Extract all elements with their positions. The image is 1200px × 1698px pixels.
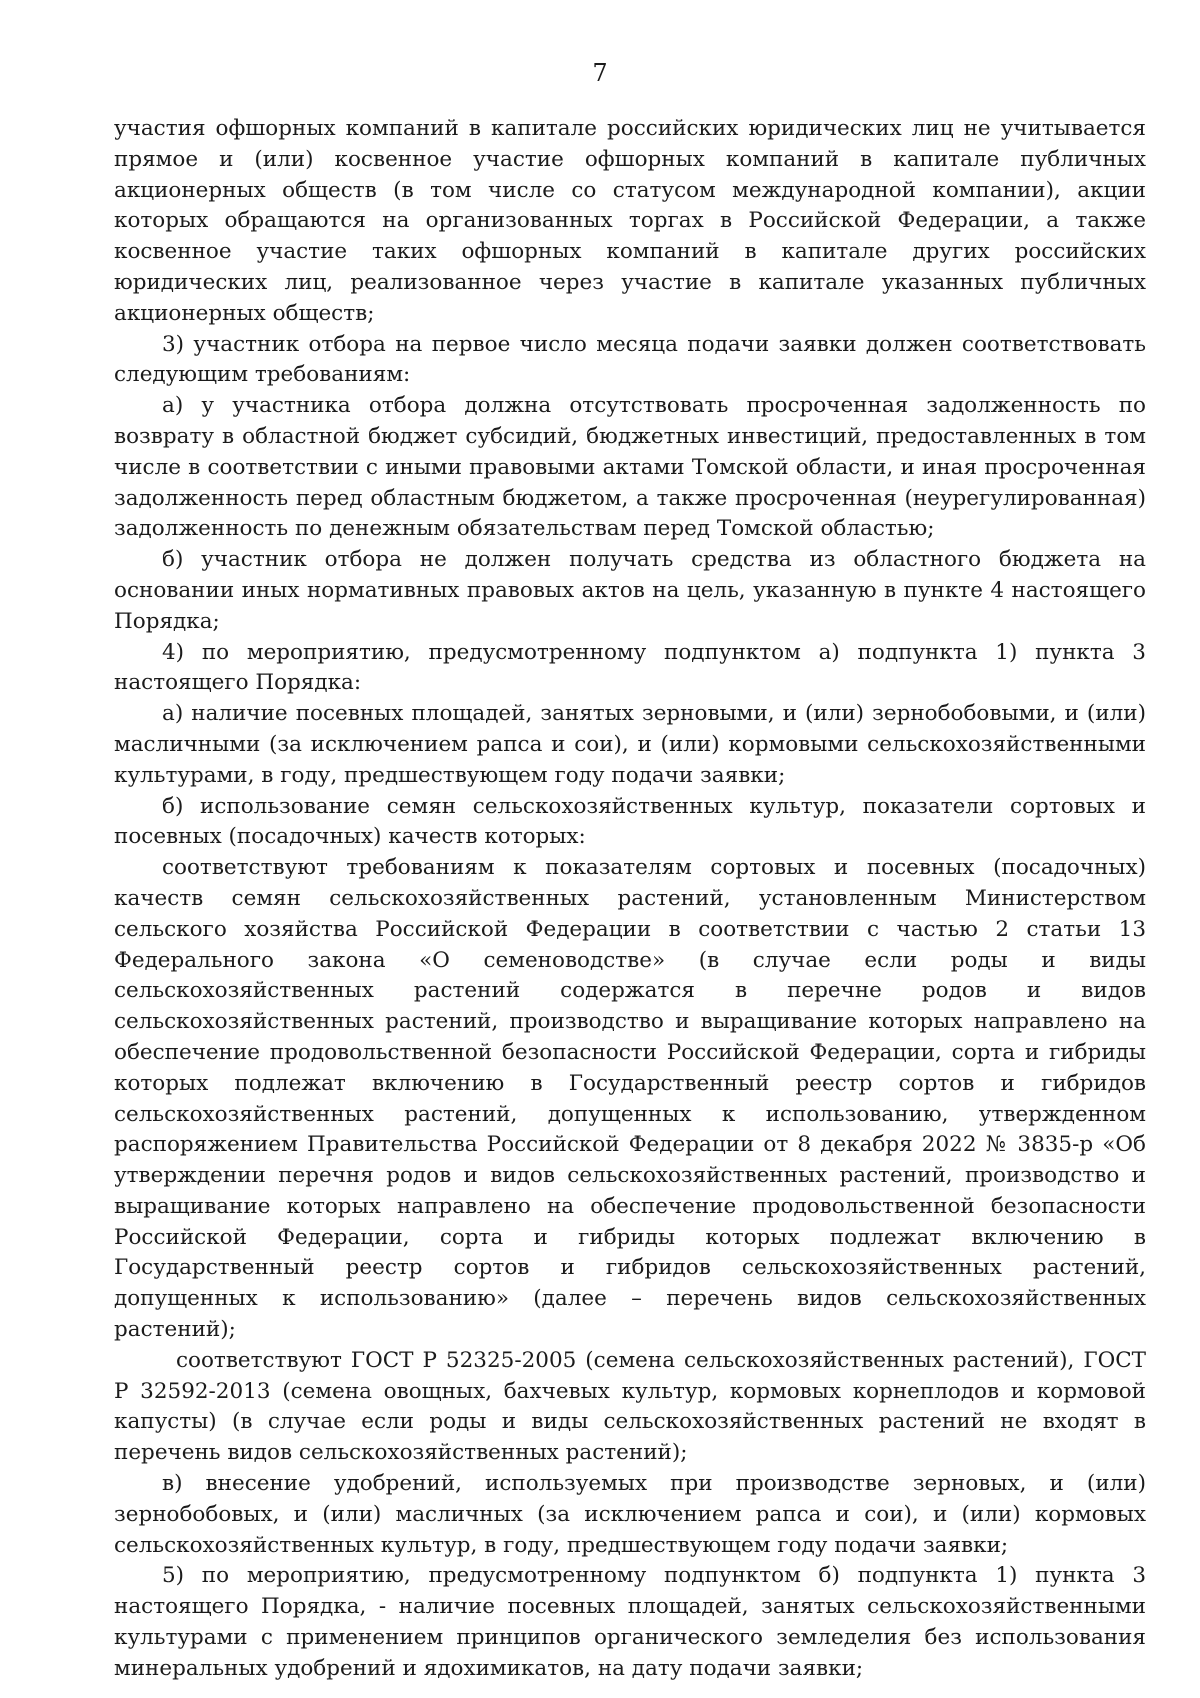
- paragraph-item-5: 5) по мероприятию, предусмотренному подпунктом б) подпункта 1) пункта 3 настоящего Порядка, - наличие посевных площадей, занятых сельскохозяйственными культурами с применением принципов органического земледелия без использования минеральных удобрений и ядохимикатов, на дату подачи заявки;: [114, 1563, 1146, 1681]
- paragraph-item-4v: в) внесение удобрений, используемых при производстве зерновых, и (или) зернобобовых, и (или) масличных (за исключением рапса и сои), и (или) кормовых сельскохозяйственных культур, в году, предшествующем году подачи заявки;: [114, 1471, 1146, 1558]
- paragraph-item-4: 4) по мероприятию, предусмотренному подпунктом а) подпункта 1) пункта 3 настоящего Порядка:: [114, 639, 1146, 696]
- document-body: [114, 114, 1146, 1685]
- page-number: 7: [592, 59, 608, 87]
- paragraph-item-3b: б) участник отбора не должен получать средства из областного бюджета на основании иных нормативных правовых актов на цель, указанную в пункте 4 настоящего Порядка;: [114, 547, 1146, 634]
- paragraph-item-3a: а) у участника отбора должна отсутствовать просроченная задолженность по возврату в областной бюджет субсидий, бюджетных инвестиций, предоставленных в том числе в соответствии с иными правовыми актами Томской области, и иная просроченная задолженность перед областным бюджетом, а также просроченная (неурегулированная) задолженность по денежным обязательствам перед Томской областью;: [114, 393, 1146, 542]
- paragraph-seed-requirements: соответствуют требованиям к показателям сортовых и посевных (посадочных) качеств семян сельскохозяйственных растений, установленным Министерством сельского хозяйства Российской Федерации в соответствии с частью 2 статьи 13 Федерального закона «О семеноводстве» (в случае если роды и виды сельскохозяйственных растений содержатся в перечне родов и видов сельскохозяйственных растений, производство и выращивание которых направлено на обеспечение продовольственной безопасности Российской Федерации, сорта и гибриды которых подлежат включению в Государственный реестр сортов и гибридов сельскохозяйственных растений, допущенных к использованию, утвержденном распоряжением Правительства Российской Федерации от 8 декабря 2022 № 3835-р «Об утверждении перечня родов и видов сельскохозяйственных растений, производство и выращивание которых направлено на обеспечение продовольственной безопасности Российской Федерации, сорта и гибриды которых подлежат включению в Государственный реестр сортов и гибридов сельскохозяйственных растений, допущенных к использованию» (далее – перечень видов сельскохозяйственных растений);: [114, 855, 1146, 1343]
- paragraph-offshore-continuation: участия офшорных компаний в капитале российских юридических лиц не учитывается прямое и (или) косвенное участие офшорных компаний в капитале публичных акционерных обществ (в том числе со статусом международной компании), акции которых обращаются на организованных торгах в Российской Федерации, а также косвенное участие таких офшорных компаний в капитале других российских юридических лиц, реализованное через участие в капитале указанных публичных акционерных обществ;: [114, 116, 1146, 326]
- paragraph-gost-requirements: соответствуют ГОСТ Р 52325-2005 (семена сельскохозяйственных растений), ГОСТ Р 32592-2013 (семена овощных, бахчевых культур, кормовых корнеплодов и кормовой капусты) (в случае если роды и виды сельскохозяйственных растений не входят в перечень видов сельскохозяйственных растений);: [114, 1347, 1146, 1466]
- paragraph-item-4a: а) наличие посевных площадей, занятых зерновыми, и (или) зернобобовыми, и (или) масличными (за исключением рапса и сои), и (или) кормовыми сельскохозяйственными культурами, в году, предшествующем году подачи заявки;: [114, 701, 1146, 788]
- paragraph-item-4b: б) использование семян сельскохозяйственных культур, показатели сортовых и посевных (посадочных) качеств которых:: [114, 793, 1146, 850]
- paragraph-item-3: 3) участник отбора на первое число месяца подачи заявки должен соответствовать следующим требованиям:: [114, 331, 1146, 388]
